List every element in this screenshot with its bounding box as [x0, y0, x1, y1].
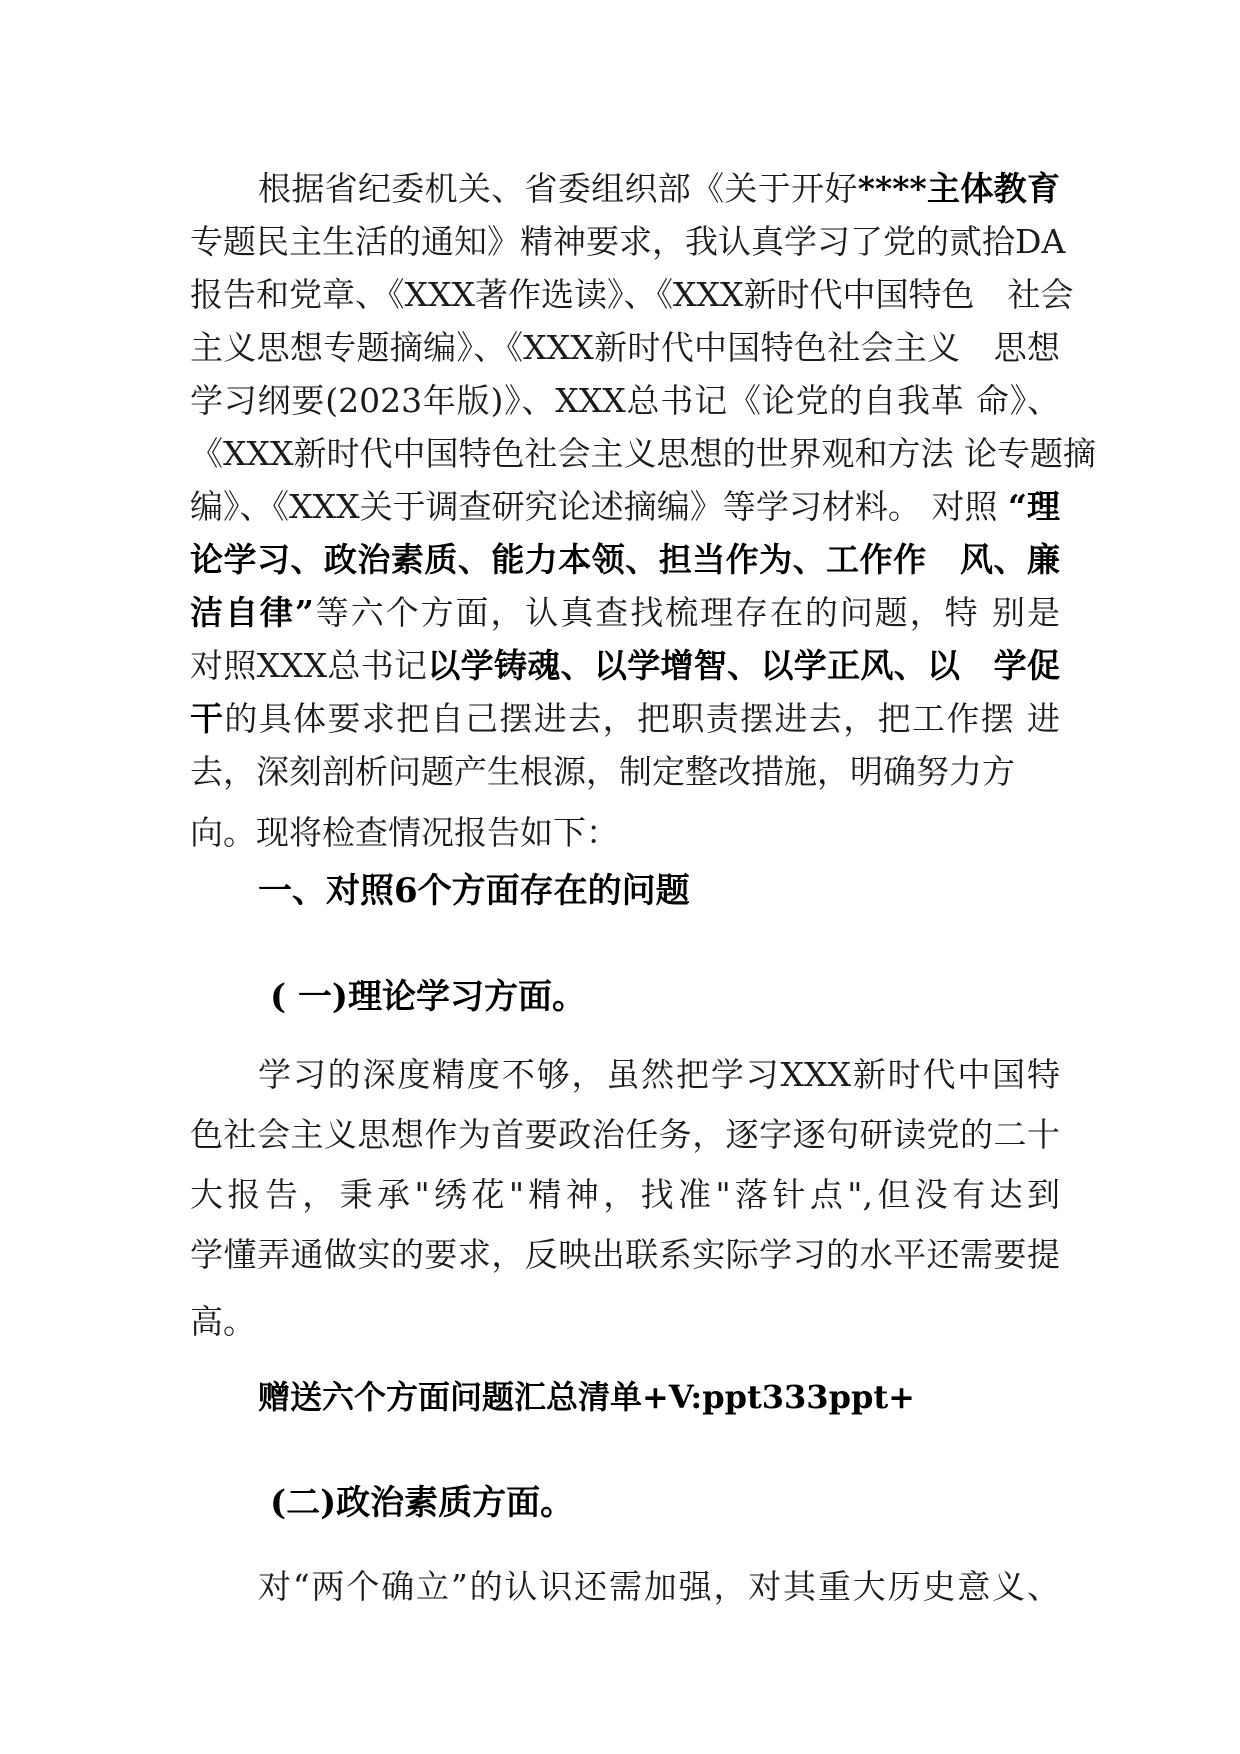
- para1-line-4: 学懂弄通做实的要求，反映出联系实际学习的水平还需要提: [190, 1235, 1060, 1274]
- text-segment: 根据省纪委机关、省委组织部《关于开好: [258, 169, 858, 208]
- bold-text: 干: [190, 699, 225, 738]
- text-segment: 的具体要求把自己摆进去，把职责摆进去，把工作摆 进: [224, 699, 1061, 738]
- intro-line-12: [190, 747, 1060, 797]
- text-segment: 编》、《XXX关于调查研究论述摘编》等学习材料。 对照: [190, 487, 1008, 526]
- intro-line-9: [190, 588, 1060, 638]
- intro-tail: 向。现将检查情况报告如下：: [190, 813, 619, 852]
- bold-text: “理: [1008, 487, 1061, 526]
- bold-text: 论学习、政治素质、能力本领、担当作为、工作作 风、廉: [190, 540, 1060, 579]
- bold-text: ****主体教育: [857, 169, 1060, 208]
- subsection-1-heading: ( 一)理论学习方面。: [270, 977, 587, 1017]
- para1-tail: 高。: [190, 1302, 256, 1341]
- intro-line-10: [190, 641, 1060, 691]
- para1-line-3: 大报告，秉承"绣花"精神，找准"落针点",但没有达到: [190, 1175, 1060, 1214]
- text-segment: 等六个方面，认真查找梳理存在的问题，特 别是: [313, 593, 1060, 632]
- intro-line-5: [190, 376, 1060, 426]
- intro-line-2: [190, 217, 1066, 267]
- text-segment: 报告和党章、《XXX著作选读》、《XXX新时代中国特色 社会: [190, 275, 1074, 314]
- intro-line-7: [190, 482, 1060, 532]
- bold-text: 以学铸魂、以学增智、以学正风、以 学促: [427, 646, 1060, 685]
- text-segment: 学习纲要(2023年版)》、XXX总书记《论党的自我革 命》、: [190, 381, 1060, 420]
- intro-line-6: [190, 429, 1096, 479]
- section-1-heading: 一、对照6个方面存在的问题: [258, 871, 690, 911]
- intro-line-11: [190, 694, 1060, 744]
- intro-line-4: [190, 323, 1060, 373]
- text-segment: 去，深刻剖析问题产生根源，制定整改措施，明确努力方: [190, 752, 1015, 791]
- text-segment: 《XXX新时代中国特色社会主义思想的世界观和方法 论专题摘: [190, 434, 1096, 473]
- subsection-2-heading: (二)政治素质方面。: [270, 1483, 575, 1523]
- intro-line-8: [190, 535, 1060, 585]
- para1-line-2: 色社会主义思想作为首要政治任务，逐字逐句研读党的二十: [190, 1115, 1060, 1154]
- text-segment: 专题民主生活的通知》精神要求，我认真学习了党的贰拾DA: [190, 222, 1066, 261]
- promo-line: 赠送六个方面问题汇总清单+V:ppt333ppt+: [258, 1378, 915, 1416]
- bold-text: 洁自律”: [190, 593, 314, 632]
- text-segment: 对照XXX总书记: [190, 646, 428, 685]
- intro-line-1: [258, 164, 1060, 214]
- intro-line-3: [190, 270, 1074, 320]
- text-segment: 主义思想专题摘编》、《XXX新时代中国特色社会主义 思想: [190, 328, 1060, 367]
- para2-line-1: 对“两个确立”的认识还需加强，对其重大历史意义、: [258, 1567, 1060, 1606]
- para1-line-1: 学习的深度精度不够，虽然把学习XXX新时代中国特: [258, 1055, 1060, 1094]
